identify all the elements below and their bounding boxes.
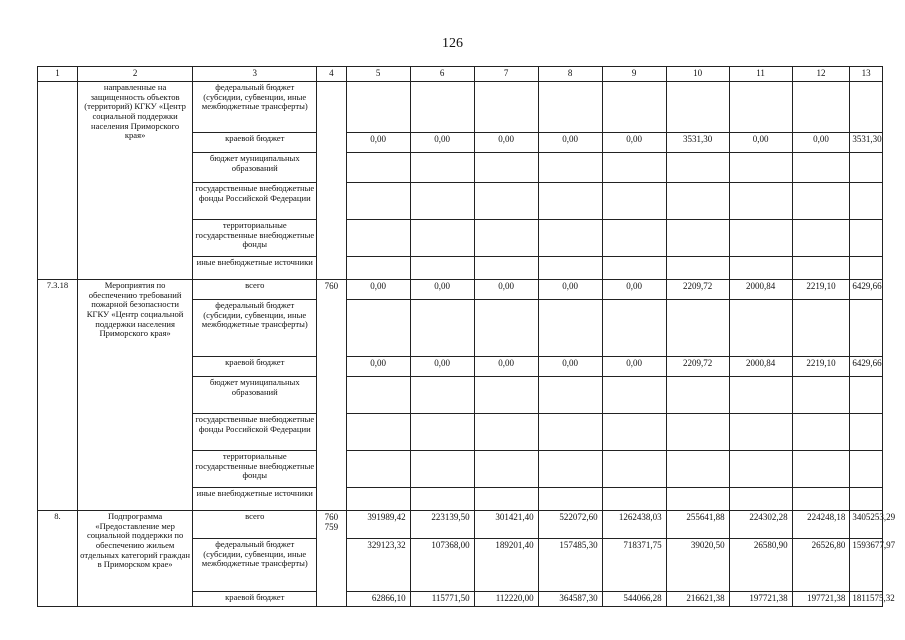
column-number-8: 8 [538, 67, 602, 82]
value-cell: 197721,38 [729, 592, 792, 607]
value-cell [729, 82, 792, 133]
value-cell [410, 488, 474, 511]
value-cell [474, 377, 538, 414]
value-cell: 157485,30 [538, 539, 602, 592]
column-number-4: 4 [317, 67, 346, 82]
value-cell [346, 377, 410, 414]
value-cell [602, 488, 666, 511]
value-cell: 6429,66 [850, 357, 883, 377]
value-cell [538, 488, 602, 511]
column-number-7: 7 [474, 67, 538, 82]
value-cell: 391989,42 [346, 511, 410, 539]
value-cell [474, 153, 538, 183]
value-cell [538, 220, 602, 257]
funding-source: бюджет муниципальных образований [193, 153, 317, 183]
value-cell: 0,00 [410, 357, 474, 377]
table-row [38, 511, 883, 539]
value-cell: 2209,72 [666, 280, 729, 300]
value-cell [410, 153, 474, 183]
value-cell: 0,00 [538, 280, 602, 300]
value-cell [538, 377, 602, 414]
value-cell [666, 153, 729, 183]
value-cell [602, 82, 666, 133]
value-cell: 224302,28 [729, 511, 792, 539]
value-cell [850, 82, 883, 133]
funding-source: всего [193, 280, 317, 300]
value-cell [474, 183, 538, 220]
value-cell [602, 183, 666, 220]
value-cell: 718371,75 [602, 539, 666, 592]
value-cell: 0,00 [602, 133, 666, 153]
value-cell [474, 488, 538, 511]
value-cell [666, 377, 729, 414]
value-cell [538, 414, 602, 451]
column-number-2: 2 [77, 67, 192, 82]
funding-source: территориальные государственные внебюджетные фонды [193, 451, 317, 488]
value-cell [538, 451, 602, 488]
value-cell [346, 153, 410, 183]
value-cell: 255641,88 [666, 511, 729, 539]
column-number-11: 11 [729, 67, 792, 82]
value-cell [410, 82, 474, 133]
funding-source: территориальные государственные внебюджетные фонды [193, 220, 317, 257]
funding-source: краевой бюджет [193, 133, 317, 153]
value-cell [729, 414, 792, 451]
value-cell [792, 488, 850, 511]
value-cell: 1811575,32 [850, 592, 883, 607]
value-cell [346, 300, 410, 357]
value-cell [602, 377, 666, 414]
value-cell [850, 377, 883, 414]
grbs-code [317, 82, 346, 280]
item-code [38, 82, 78, 280]
value-cell [346, 414, 410, 451]
value-cell [792, 183, 850, 220]
value-cell: 3531,30 [666, 133, 729, 153]
value-cell [602, 153, 666, 183]
grbs-code-line: 759 [324, 522, 339, 533]
value-cell [792, 414, 850, 451]
value-cell: 0,00 [474, 357, 538, 377]
value-cell [410, 451, 474, 488]
value-cell: 301421,40 [474, 511, 538, 539]
value-cell [666, 488, 729, 511]
value-cell [792, 300, 850, 357]
value-cell [602, 300, 666, 357]
value-cell: 0,00 [538, 133, 602, 153]
value-cell [474, 300, 538, 357]
value-cell [729, 220, 792, 257]
funding-source: федеральный бюджет (субсидии, субвенции, иные межбюджетные трансферты) [193, 539, 317, 592]
grbs-code: 760 [317, 280, 346, 511]
value-cell [410, 183, 474, 220]
value-cell [474, 451, 538, 488]
value-cell [666, 451, 729, 488]
column-number-1: 1 [38, 67, 78, 82]
value-cell: 2000,84 [729, 357, 792, 377]
value-cell: 197721,38 [792, 592, 850, 607]
value-cell: 2000,84 [729, 280, 792, 300]
value-cell: 107368,00 [410, 539, 474, 592]
value-cell [666, 220, 729, 257]
value-cell [474, 414, 538, 451]
value-cell: 0,00 [602, 357, 666, 377]
value-cell: 0,00 [346, 280, 410, 300]
funding-source: бюджет муниципальных образований [193, 377, 317, 414]
value-cell [602, 414, 666, 451]
funding-source: государственные внебюджетные фонды Российской Федерации [193, 183, 317, 220]
funding-source: всего [193, 511, 317, 539]
value-cell: 115771,50 [410, 592, 474, 607]
value-cell: 0,00 [410, 280, 474, 300]
funding-source: иные внебюджетные источники [193, 488, 317, 511]
column-number-13: 13 [850, 67, 883, 82]
value-cell [729, 153, 792, 183]
value-cell: 2219,10 [792, 280, 850, 300]
value-cell [729, 257, 792, 280]
value-cell: 3531,30 [850, 133, 883, 153]
value-cell [666, 300, 729, 357]
value-cell: 2219,10 [792, 357, 850, 377]
funding-source: краевой бюджет [193, 592, 317, 607]
value-cell: 2209,72 [666, 357, 729, 377]
funding-source: государственные внебюджетные фонды Российской Федерации [193, 414, 317, 451]
value-cell [792, 153, 850, 183]
value-cell [602, 451, 666, 488]
value-cell: 522072,60 [538, 511, 602, 539]
value-cell [666, 82, 729, 133]
value-cell: 1593677,97 [850, 539, 883, 592]
grbs-code-line: 760 [324, 512, 339, 522]
value-cell [850, 257, 883, 280]
value-cell: 0,00 [346, 357, 410, 377]
value-cell [538, 82, 602, 133]
value-cell [602, 220, 666, 257]
value-cell [602, 257, 666, 280]
item-name: Мероприятия по обеспечению требований пожарной безопасности КГКУ «Центр социальной поддержки населения Приморского края» [77, 280, 192, 511]
value-cell: 0,00 [346, 133, 410, 153]
item-name: направленные на защищенность объектов (территорий) КГКУ «Центр социальной поддержки населения Приморского края» [77, 82, 192, 280]
funding-source: федеральный бюджет (субсидии, субвенции, иные межбюджетные трансферты) [193, 82, 317, 133]
header-row [38, 67, 883, 82]
value-cell [792, 377, 850, 414]
value-cell [538, 153, 602, 183]
column-number-5: 5 [346, 67, 410, 82]
value-cell [850, 183, 883, 220]
column-number-10: 10 [666, 67, 729, 82]
value-cell: 224248,18 [792, 511, 850, 539]
value-cell [792, 257, 850, 280]
value-cell: 62866,10 [346, 592, 410, 607]
value-cell [410, 220, 474, 257]
value-cell [792, 451, 850, 488]
value-cell: 26580,90 [729, 539, 792, 592]
value-cell [410, 300, 474, 357]
value-cell [850, 220, 883, 257]
column-number-12: 12 [792, 67, 850, 82]
value-cell [729, 377, 792, 414]
value-cell [410, 414, 474, 451]
value-cell [538, 183, 602, 220]
value-cell [666, 183, 729, 220]
value-cell: 0,00 [602, 280, 666, 300]
value-cell [792, 82, 850, 133]
value-cell [729, 451, 792, 488]
value-cell: 329123,32 [346, 539, 410, 592]
value-cell: 189201,40 [474, 539, 538, 592]
value-cell [410, 257, 474, 280]
table-row [38, 82, 883, 133]
value-cell [850, 300, 883, 357]
value-cell [346, 183, 410, 220]
grbs-code [317, 511, 346, 607]
value-cell [850, 153, 883, 183]
value-cell: 0,00 [474, 280, 538, 300]
column-number-3: 3 [193, 67, 317, 82]
value-cell [850, 451, 883, 488]
column-number-6: 6 [410, 67, 474, 82]
value-cell [474, 257, 538, 280]
value-cell [346, 488, 410, 511]
value-cell: 0,00 [410, 133, 474, 153]
value-cell: 112220,00 [474, 592, 538, 607]
value-cell [346, 451, 410, 488]
value-cell: 0,00 [538, 357, 602, 377]
value-cell [410, 377, 474, 414]
value-cell: 6429,66 [850, 280, 883, 300]
value-cell [474, 220, 538, 257]
value-cell [538, 257, 602, 280]
value-cell [666, 257, 729, 280]
value-cell: 0,00 [474, 133, 538, 153]
value-cell [729, 300, 792, 357]
table-row [38, 280, 883, 300]
value-cell [792, 220, 850, 257]
item-code: 7.3.18 [38, 280, 78, 511]
item-code: 8. [38, 511, 78, 607]
funding-source: иные внебюджетные источники [193, 257, 317, 280]
value-cell: 39020,50 [666, 539, 729, 592]
value-cell: 0,00 [729, 133, 792, 153]
value-cell [538, 300, 602, 357]
value-cell [729, 488, 792, 511]
value-cell [346, 257, 410, 280]
value-cell [474, 82, 538, 133]
page-number: 126 [442, 36, 463, 51]
value-cell [346, 82, 410, 133]
value-cell [666, 414, 729, 451]
funding-source: федеральный бюджет (субсидии, субвенции, иные межбюджетные трансферты) [193, 300, 317, 357]
value-cell: 544066,28 [602, 592, 666, 607]
value-cell [850, 488, 883, 511]
value-cell [850, 414, 883, 451]
value-cell: 26526,80 [792, 539, 850, 592]
funding-source: краевой бюджет [193, 357, 317, 377]
value-cell: 364587,30 [538, 592, 602, 607]
value-cell [729, 183, 792, 220]
value-cell: 1262438,03 [602, 511, 666, 539]
value-cell: 3405253,29 [850, 511, 883, 539]
budget-table [37, 66, 896, 607]
value-cell: 216621,38 [666, 592, 729, 607]
column-number-9: 9 [602, 67, 666, 82]
item-name: Подпрограмма «Предоставление мер социальной поддержки по обеспечению жильем отдельных категорий граждан в Приморском крае» [77, 511, 192, 607]
value-cell: 223139,50 [410, 511, 474, 539]
value-cell: 0,00 [792, 133, 850, 153]
value-cell [346, 220, 410, 257]
